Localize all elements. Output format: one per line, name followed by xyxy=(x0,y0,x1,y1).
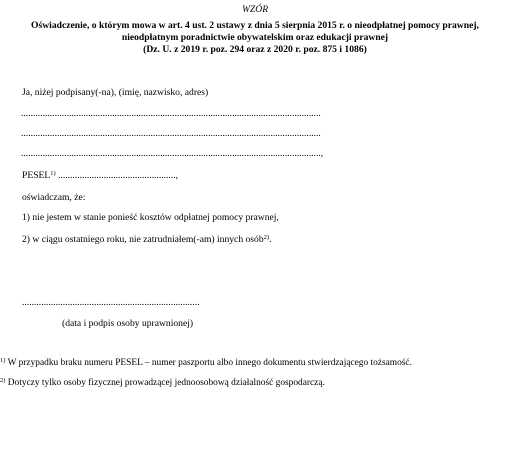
pesel-dots: ................................................., xyxy=(55,170,179,181)
footnote-2 xyxy=(0,377,325,389)
address-dots-line-1: ............................................................................................................................. xyxy=(21,108,321,119)
signature-dots: .......................................................................... xyxy=(22,297,200,308)
address-dots-line-3: ............................................................................................................................., xyxy=(21,148,324,159)
address-dots-line-2: ............................................................................................................................. xyxy=(21,128,321,139)
footnote-2-mark: 2) xyxy=(0,377,6,384)
footnote-2-text: Dotyczy tylko osoby fizycznej prowadzącej jednoosobową działalność gospodarczą. xyxy=(5,378,325,388)
pesel-field xyxy=(22,170,178,182)
template-label: WZÓR xyxy=(241,4,269,15)
intro-text: Ja, niżej podpisany(-na), (imię, nazwisko, adres) xyxy=(22,87,209,98)
declaration-item-2-end: . xyxy=(269,234,272,245)
document-title-line-3: (Dz. U. z 2019 r. poz. 294 oraz z 2020 r. poz. 875 i 1086) xyxy=(143,44,367,55)
declaration-item-2-text: 2) w ciągu ostatniego roku, nie zatrudniałem(-am) innych osób xyxy=(22,234,264,245)
declaration-text: oświadczam, że: xyxy=(22,192,86,203)
pesel-label: PESEL xyxy=(22,170,51,181)
footnote-1 xyxy=(0,357,412,369)
footnote-1-mark: 1) xyxy=(0,357,6,364)
document-title-line-1: Oświadczenie, o którym mowa w art. 4 ust. 2 ustawy z dnia 5 sierpnia 2015 r. o nieodpłatnej pomocy prawnej, xyxy=(31,20,479,31)
footnote-ref-2: 2) xyxy=(263,234,270,241)
declaration-item-1: 1) nie jestem w stanie ponieść kosztów odpłatnej pomocy prawnej, xyxy=(22,212,279,223)
declaration-item-2 xyxy=(22,234,271,246)
signature-caption: (data i podpis osoby uprawnionej) xyxy=(62,318,194,329)
footnote-1-text: W przypadku braku numeru PESEL – numer paszportu albo innego dokumentu stwierdzającego tożsamość. xyxy=(5,358,412,368)
document-title-line-2: nieodpłatnym poradnictwie obywatelskim oraz edukacji prawnej xyxy=(121,32,389,43)
footnote-ref-1: 1) xyxy=(50,170,56,177)
